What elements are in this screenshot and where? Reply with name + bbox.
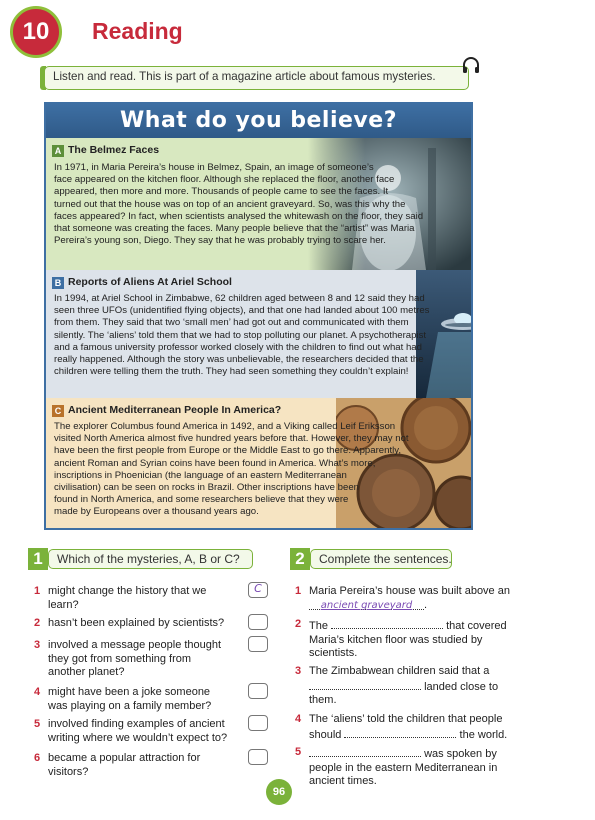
ex1-answer: C bbox=[254, 582, 262, 595]
ex1-answer-box[interactable] bbox=[248, 749, 268, 765]
section-letter-a: A bbox=[52, 145, 64, 157]
text-line: seen three UFOs (unidentified flying objects), and that one had landed about 100 metres bbox=[54, 305, 430, 317]
text-line: found in North America, and some researchers believe that they were bbox=[54, 494, 349, 506]
ex1-item-num: 5 bbox=[34, 718, 41, 730]
ex1-item-text: involved finding examples of ancient writing where we wouldn’t expect to? bbox=[48, 718, 228, 744]
exercise-1-number: 1 bbox=[33, 549, 43, 568]
ex2-item-num: 1 bbox=[295, 585, 302, 597]
ex1-item-num: 1 bbox=[34, 585, 41, 597]
text-line: In 1971, in Maria Pereira’s house in Belmez, Spain, an image of someone’s bbox=[54, 162, 374, 173]
text-line: that someone was creating the faces. Many people believe that the “artist” was Maria bbox=[54, 223, 415, 235]
ex2-answer-field[interactable]: ancient graveyard bbox=[309, 599, 424, 610]
ex1-item-text: hasn’t been explained by scientists? bbox=[48, 617, 225, 629]
ex1-answer-box[interactable] bbox=[248, 683, 268, 699]
ex2-item-num: 2 bbox=[295, 618, 302, 630]
text-line: really happened. Although the story was unbelievable, the researchers decided that the bbox=[54, 354, 424, 366]
ex2-item-num: 4 bbox=[295, 713, 302, 725]
ex1-item-text: became a popular attraction for visitors? bbox=[48, 752, 201, 778]
text-line: from them. They said that two ‘small men’ had got out and communicated with them bbox=[54, 317, 409, 329]
ex2-item-text: Maria Pereira’s house was built above an ancient graveyard . bbox=[309, 585, 510, 611]
ex1-answer-box[interactable] bbox=[248, 614, 268, 630]
exercise-2-title: Complete the sentences. bbox=[310, 549, 452, 569]
section-c bbox=[46, 398, 471, 528]
section-c-body bbox=[54, 421, 409, 519]
text-line: face appeared on the kitchen floor. Although she replaced the floor, another face bbox=[54, 174, 395, 186]
section-a bbox=[46, 138, 471, 270]
ex2-item-text: The ‘aliens’ told the children that people should the world. bbox=[309, 713, 508, 741]
magazine-article bbox=[44, 102, 473, 530]
text-line: Pereira’s young son, Diego. They say that he was probably trying to scare her. bbox=[54, 235, 386, 247]
section-b-heading: Reports of Aliens At Ariel School bbox=[68, 276, 232, 288]
ex1-item-text: might change the history that we learn? bbox=[48, 585, 207, 611]
ex1-item-num: 2 bbox=[34, 617, 41, 629]
ex1-answer-box[interactable] bbox=[248, 636, 268, 652]
ex1-item-text: involved a message people thought they got from something from another planet? bbox=[48, 639, 222, 678]
text-line: In 1994, at Ariel School in Zimbabwe, 62 children aged between 8 and 12 said they had bbox=[54, 293, 425, 304]
ex1-answer-box[interactable] bbox=[248, 582, 268, 598]
section-letter-c: C bbox=[52, 405, 64, 417]
ex2-item-text: The Zimbabwean children said that a landed close to them. bbox=[309, 665, 499, 706]
ex2-item-num: 5 bbox=[295, 746, 302, 758]
page-number: 96 bbox=[266, 779, 292, 805]
section-a-heading: The Belmez Faces bbox=[68, 144, 160, 156]
headphones-icon[interactable] bbox=[461, 56, 481, 76]
ex1-item-num: 6 bbox=[34, 752, 41, 764]
section-c-heading: Ancient Mediterranean People In America? bbox=[68, 404, 282, 416]
text-line: have been the first people from Europe or the Middle East to go there. Apparently, bbox=[54, 445, 402, 457]
section-a-body bbox=[54, 162, 423, 247]
text-line: The explorer Columbus found America in 1492, and a Viking called Leif Eriksson bbox=[54, 421, 396, 432]
unit-title: Reading bbox=[92, 18, 183, 44]
ex1-item-num: 4 bbox=[34, 686, 41, 698]
text-line: visited North America almost five hundred years before that. However, they may not bbox=[54, 433, 409, 445]
text-line: children were telling them the truth. They had seen something they couldn’t explain! bbox=[54, 366, 409, 378]
ex2-answer-field[interactable] bbox=[309, 679, 421, 690]
text-line: turned out that the house was on top of an ancient graveyard. So, was this why the bbox=[54, 198, 406, 210]
reading-instruction: Listen and read. This is part of a magazine article about famous mysteries. bbox=[44, 66, 469, 90]
text-line: silently. The ‘aliens’ told them that we had to stop polluting our planet. A psychotherapist bbox=[54, 329, 427, 341]
text-line: faces appeared? In fact, when scientists analysed the whitewash on the floor, they said bbox=[54, 210, 424, 222]
ex2-answer-field[interactable] bbox=[309, 746, 421, 757]
article-title: What do you believe? bbox=[120, 108, 397, 133]
exercise-2-number: 2 bbox=[295, 549, 305, 568]
section-b bbox=[46, 270, 471, 398]
text-line: inscriptions in Phoenician (the language of an eastern Mediterranean bbox=[54, 469, 347, 481]
text-line: made by Europeans over a thousand years ago. bbox=[54, 506, 259, 518]
text-line: civilisation) can be seen on rocks in Brazil. Other inscriptions have been bbox=[54, 482, 360, 494]
text-line: ancient Roman and Syrian coins have been found in America. What’s more, bbox=[54, 457, 376, 469]
ex2-item-text: The that covered Maria’s kitchen floor was studied by scientists. bbox=[309, 620, 507, 659]
section-letter-b: B bbox=[52, 277, 64, 289]
text-line: and a famous university professor worked closely with the children to find out what had bbox=[54, 341, 422, 353]
ufo-icon bbox=[441, 308, 473, 336]
ex2-answer-field[interactable] bbox=[344, 727, 456, 738]
ex2-answer-field[interactable] bbox=[331, 618, 443, 629]
section-b-body bbox=[54, 293, 429, 378]
ex1-answer-box[interactable] bbox=[248, 715, 268, 731]
ex1-item-num: 3 bbox=[34, 639, 41, 651]
text-line: appeared, then more and more. Thousands of people came to see the faces. It bbox=[54, 186, 389, 198]
exercise-1-title: Which of the mysteries, A, B or C? bbox=[48, 549, 253, 569]
ex2-item-text: was spoken by people in the eastern Mediterranean in ancient times. bbox=[309, 748, 498, 787]
ex2-item-num: 3 bbox=[295, 665, 302, 677]
unit-number-badge: 10 bbox=[10, 6, 62, 58]
ex1-item-text: might have been a joke someone was playing on a family member? bbox=[48, 686, 212, 712]
